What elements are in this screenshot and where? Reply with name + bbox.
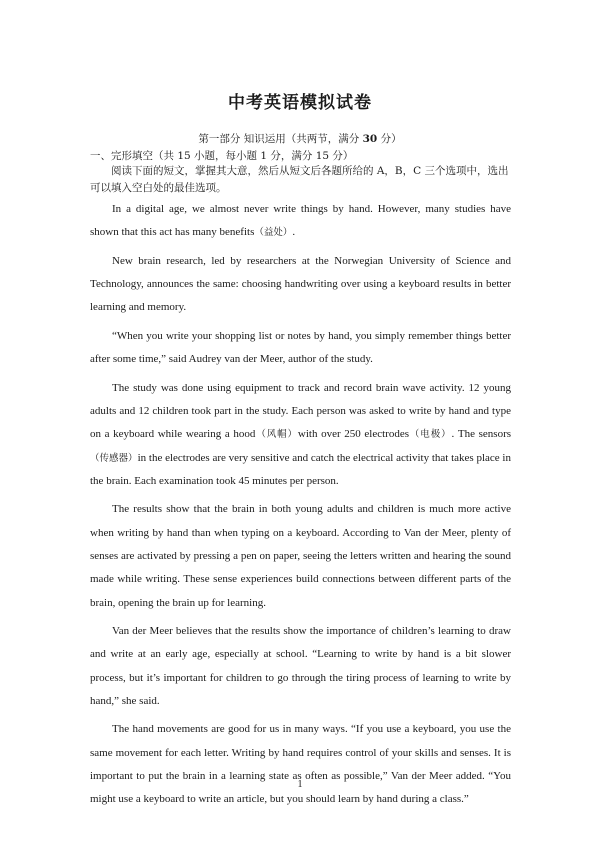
paragraph-1-text: In a digital age, we almost never write things by hand. However, many studies have shown that this act has many benefits	[90, 203, 511, 239]
page-number: 1	[297, 779, 303, 790]
gloss-electrodes: （电极）	[409, 429, 452, 441]
passage-paragraph-1	[90, 198, 511, 245]
paragraph-4-text-b: with over 250 electrodes	[297, 428, 410, 441]
gloss-hood: （风帽）	[255, 429, 298, 441]
gloss-sensors: （传感器）	[90, 452, 138, 464]
reading-passage	[90, 198, 511, 817]
section-heading	[0, 131, 600, 146]
paragraph-4-text-d: in the electrodes are very sensitive and catch the electrical activity that takes place in the brain. Each examination took 45 minutes per person.	[90, 451, 511, 487]
section-heading-suffix: 分）	[377, 133, 402, 145]
passage-paragraph-3: “When you write your shopping list or notes by hand, you simply remember things better after some time,” said Audrey van der Meer, author of the study.	[90, 329, 511, 366]
gloss-benefits: （益处）	[254, 227, 293, 239]
cloze-task-heading: 一、完形填空（共 15 小题，每小题 1 分，满分 15 分）	[90, 150, 354, 162]
cloze-instructions: 阅读下面的短文，掌握其大意，然后从短文后各题所给的 A，B，C 三个选项中，选出可以填入空白处的最佳选项。	[90, 165, 509, 194]
passage-paragraph-7: The hand movements are good for us in many ways. “If you use a keyboard, you use the same movement for each letter. Writing by hand requires control of your skills and senses. It is important to put the brain in a learning state as often as possible,” Van der Meer added. “You might use a keyboard to write an article, but you should learn by hand during a class.”	[90, 723, 511, 806]
section-score: 30	[362, 133, 378, 145]
passage-paragraph-5: The results show that the brain in both young adults and children is much more active when writing by hand than when typing on a keyboard. According to Van der Meer, plenty of senses are activated by pressing a pen on paper, seeing the letters written and hearing the sound made while writing. These sense experiences build connections between different parts of the brain, opening the brain up for learning.	[90, 503, 511, 609]
passage-paragraph-6: Van der Meer believes that the results show the importance of children’s learning to draw and write at an early age, especially at school. “Learning to write by hand is a bit slower process, but it’s important for children to go through the tiring process of learning to write by hand,” she said.	[90, 624, 511, 707]
section-heading-prefix: 第一部分 知识运用（共两节，满分	[198, 133, 363, 145]
passage-paragraph-2: New brain research, led by researchers at the Norwegian University of Science and Technology, announces the same: choosing handwriting over using a keyboard results in better learning and memory.	[90, 254, 511, 314]
paragraph-4-text-a: The study was done using equipment to track and record brain wave activity. 12 young adults and 12 children took part in the study. Each person was asked to write by hand and type on a keyboard while wearing a hood	[90, 381, 511, 441]
passage-paragraph-4	[90, 377, 511, 493]
paragraph-1-end: .	[292, 226, 296, 239]
exam-title: 中考英语模拟试卷	[228, 93, 372, 113]
paragraph-4-text-c: . The sensors	[451, 428, 512, 441]
